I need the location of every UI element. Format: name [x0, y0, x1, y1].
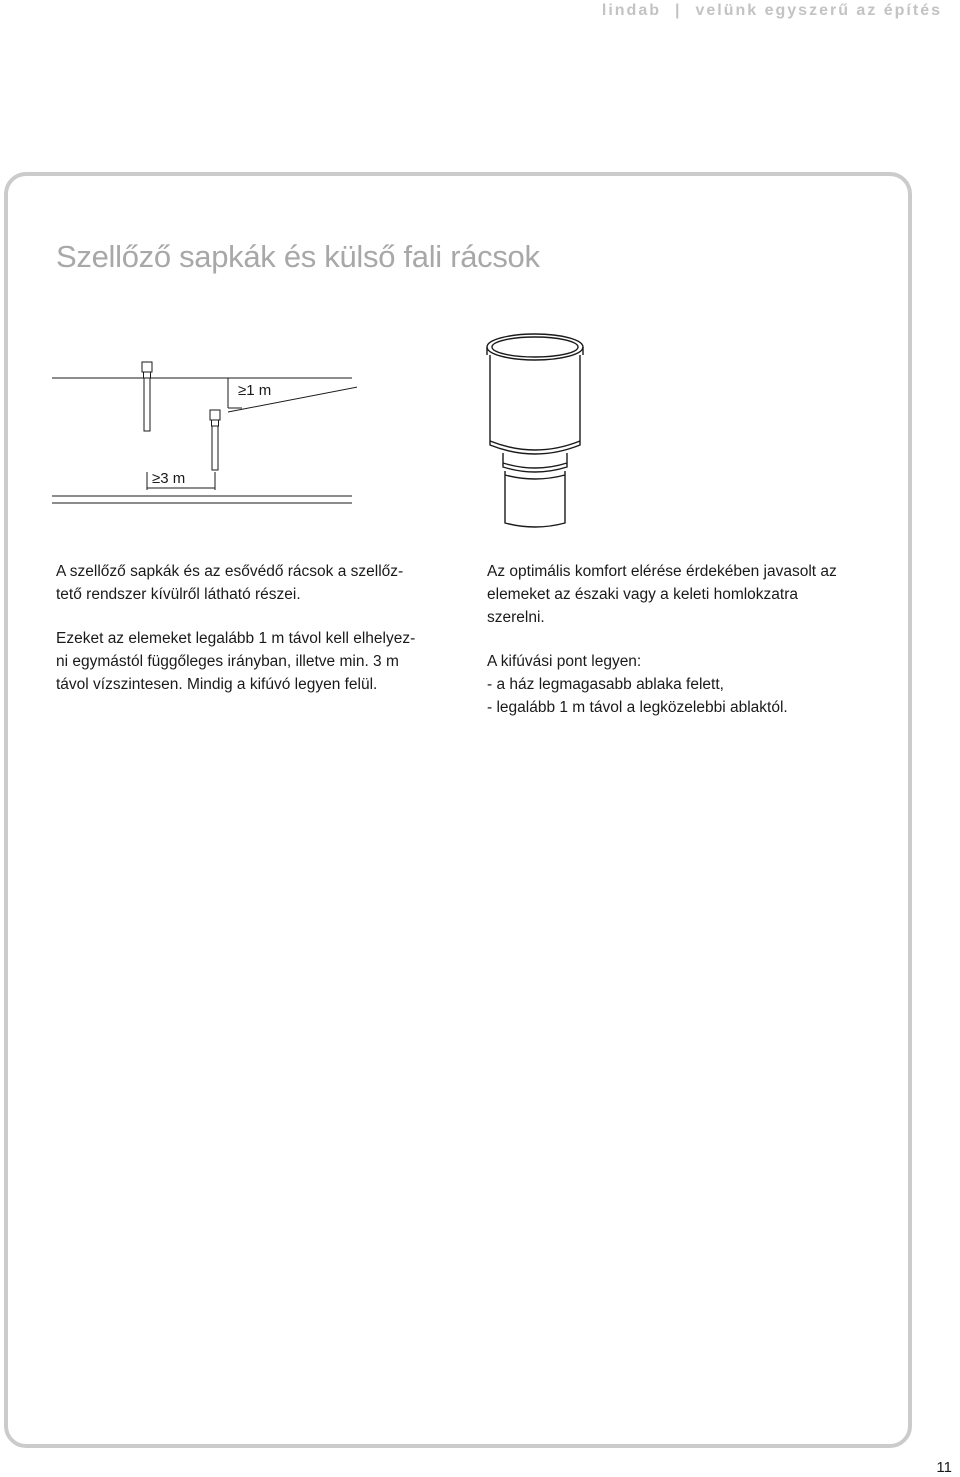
brand-name: lindab	[601, 2, 661, 19]
left-paragraph-1: A szellőző sapkák és az esővédő rácsok a szellőz- tető rendszer kívülről látható részei.	[56, 563, 404, 603]
vertical-distance-label: ≥1 m	[238, 382, 272, 399]
brand-tagline: velünk egyszerű az építés	[695, 2, 942, 19]
horizontal-distance-label: ≥3 m	[152, 470, 186, 487]
right-paragraph-1: Az optimális komfort elérése érdekében javasolt az elemeket az északi vagy a keleti homlokzatra szerelni.	[487, 563, 837, 626]
cap-neck	[503, 453, 567, 472]
page-header	[602, 2, 942, 20]
cap-body	[490, 355, 580, 454]
cap-1-head	[142, 362, 152, 372]
left-paragraph-2: Ezeket az elemeket legalább 1 m távol kell elhelyez- ni egymástól függőleges irányban, illetve min. 3 m távol vízszintesen. Mindig a kifúvó legyen felül.	[56, 630, 416, 693]
header-separator: |	[674, 2, 682, 19]
roof-cap-illustration	[475, 325, 600, 535]
cap-2-pipe	[212, 426, 218, 470]
cap-top-rim	[487, 334, 583, 360]
page-number: 11	[936, 1459, 952, 1476]
page-title: Szellőző sapkák és külső fali rácsok	[56, 238, 540, 274]
left-text-column	[56, 560, 446, 717]
right-text-column	[487, 560, 887, 740]
cap-2-head	[210, 410, 220, 420]
placement-diagram	[52, 350, 357, 520]
cap-1-pipe	[144, 378, 150, 431]
cap-2-collar	[212, 420, 219, 426]
cap-1-collar	[144, 372, 151, 378]
right-paragraph-2: A kifúvási pont legyen: - a ház legmagasabb ablaka felett, - legalább 1 m távol a legközelebbi ablaktól.	[487, 653, 788, 716]
